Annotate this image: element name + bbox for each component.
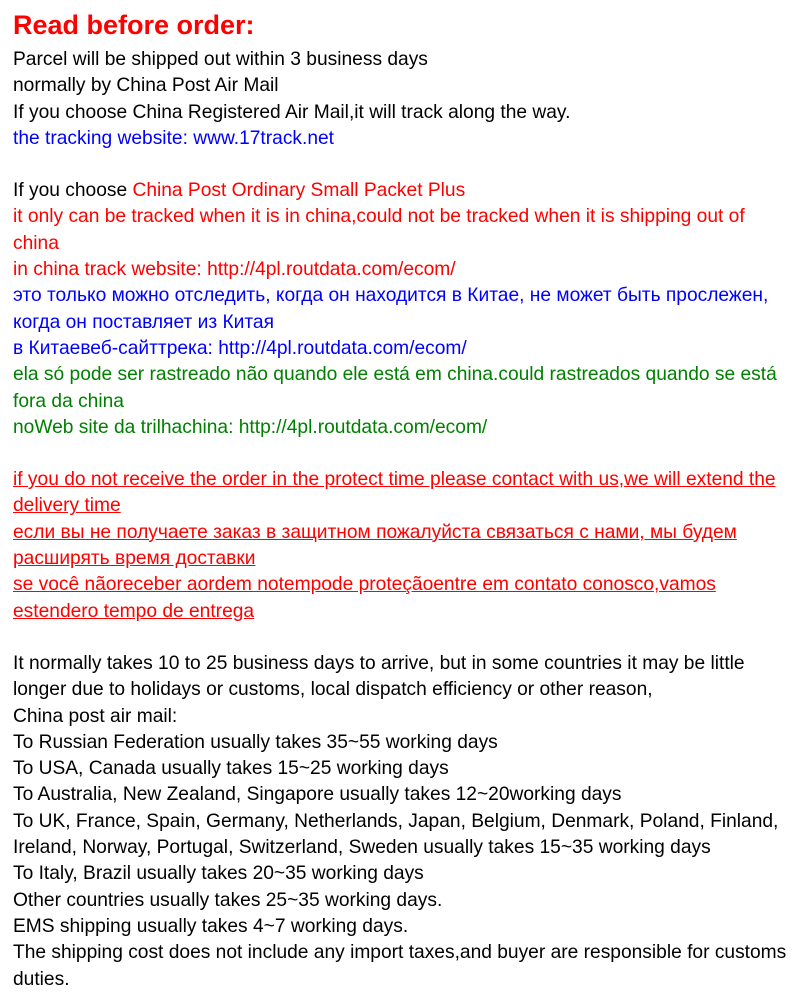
packet-plus-service-name: China Post Ordinary Small Packet Plus [132, 180, 466, 202]
shipping-method-text: normally by China Post Air Mail [13, 75, 279, 97]
registered-mail-text: If you choose China Registered Air Mail,it will track along the way. [13, 101, 571, 123]
delivery-russia: To Russian Federation usually takes 35~55 working days [13, 731, 498, 753]
tracking-website-text: the tracking website: www.17track.net [13, 127, 335, 149]
delivery-europe: To UK, France, Spain, Germany, Netherlands, Japan, Belgium, Denmark, Poland, Finland, Ireland, Norway, Portugal, Switzerland, Sweden usually takes 15~35 working days [13, 810, 779, 859]
shipping-time-text: Parcel will be shipped out within 3 business days [13, 49, 428, 70]
packet-plus-site-ru: в Китаевеб-сайттрека: http://4pl.routdata.com/ecom/ [13, 337, 467, 359]
packet-plus-note-ru: это только можно отследить, когда он находится в Китае, не может быть прослежен, когда он поставляет из Китая [13, 285, 769, 333]
delivery-usa: To USA, Canada usually takes 15~25 working days [13, 758, 449, 780]
page-title: Read before order: [13, 10, 255, 40]
delivery-intro: It normally takes 10 to 25 business days to arrive, but in some countries it may be little longer due to holidays or customs, local dispatch efficiency or other reason, [13, 652, 745, 701]
packet-plus-site-pt: noWeb site da trilhachina: http://4pl.routdata.com/ecom/ [13, 416, 488, 438]
spacer [13, 152, 795, 178]
delivery-other: Other countries usually takes 25~35 working days. [13, 889, 443, 911]
protect-notice-pt: se você nãoreceber aordem notempode proteçãoentre em contato conosco,vamos estendero tempo de entrega [13, 574, 716, 622]
notice-document [13, 8, 795, 993]
intro-section [13, 47, 795, 152]
delivery-taxes: The shipping cost does not include any import taxes,and buyer are responsible for customs duties. [13, 942, 787, 990]
protect-notice-ru: если вы не получаете заказ в защитном пожалуйста связаться с нами, мы будем расширять время доставки [13, 521, 737, 570]
delivery-heading: China post air mail: [13, 705, 178, 727]
delivery-australia: To Australia, New Zealand, Singapore usually takes 12~20working days [13, 784, 622, 806]
spacer [13, 625, 795, 651]
packet-plus-note-pt: ela só pode ser rastreado não quando ele está em china.could rastreados quando se está fora da china [13, 364, 777, 412]
delivery-ems: EMS shipping usually takes 4~7 working days. [13, 915, 409, 937]
packet-plus-note-en: it only can be tracked when it is in china,could not be tracked when it is shipping out of china [13, 206, 745, 254]
delivery-italy: To Italy, Brazil usually takes 20~35 working days [13, 863, 424, 885]
packet-plus-section [13, 178, 795, 441]
delivery-time-section [13, 651, 795, 993]
protect-notice-section [13, 467, 795, 625]
protect-notice-en: if you do not receive the order in the protect time please contact with us,we will extend the delivery time [13, 469, 776, 517]
packet-plus-prefix: If you choose [13, 180, 133, 202]
spacer [13, 441, 795, 467]
packet-plus-site-en: in china track website: http://4pl.routdata.com/ecom/ [13, 259, 456, 281]
